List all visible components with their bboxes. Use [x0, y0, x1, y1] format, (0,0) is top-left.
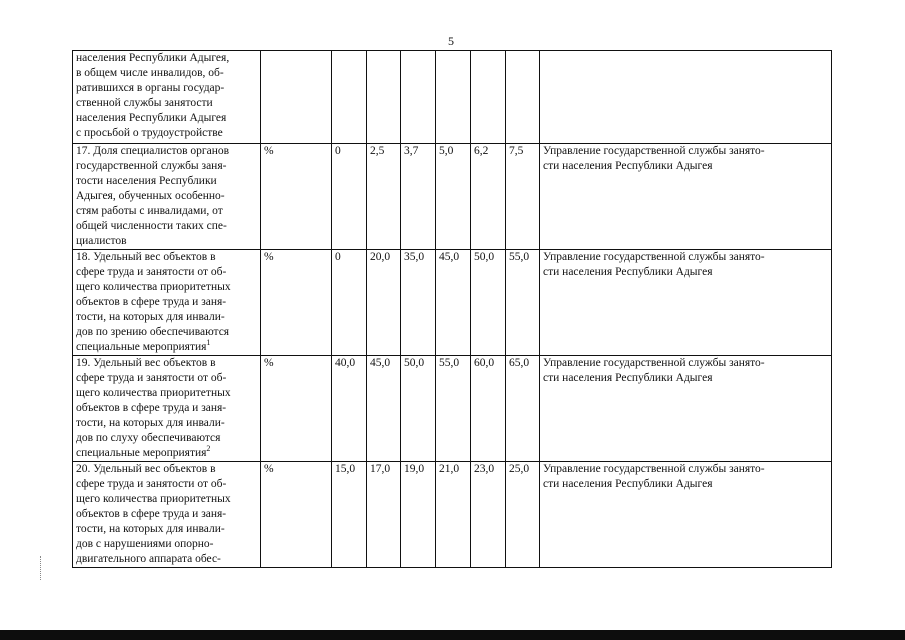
value-cell [506, 51, 540, 144]
unit-cell: % [261, 356, 332, 462]
unit-cell: % [261, 144, 332, 250]
responsible-cell: Управление государственной службы занято- сти населения Республики Адыгея [540, 356, 832, 462]
unit-cell [261, 51, 332, 144]
value-cell: 6,2 [471, 144, 506, 250]
indicator-name: 18. Удельный вес объектов в сфере труда и занятости от об- щего количества приоритетных объектов в сфере труда и заня- тости, на которых для инвали- дов по зрению обеспечиваются специальные мероприятия [76, 251, 231, 353]
table-row [73, 462, 832, 568]
value-cell: 21,0 [436, 462, 471, 568]
indicators-table [72, 50, 832, 568]
scan-bottom-edge [0, 630, 905, 640]
value-cell [471, 51, 506, 144]
value-cell: 35,0 [401, 250, 436, 356]
responsible-cell [540, 51, 832, 144]
indicator-name: населения Республики Адыгея, в общем числе инвалидов, об- ратившихся в органы государ- ственной службы занятости населения Республики Адыгея с просьбой о трудоустройстве [76, 52, 230, 139]
value-cell: 15,0 [332, 462, 367, 568]
value-cell: 20,0 [367, 250, 401, 356]
value-cell: 55,0 [436, 356, 471, 462]
value-cell: 25,0 [506, 462, 540, 568]
responsible-cell: Управление государственной службы занято- сти населения Республики Адыгея [540, 462, 832, 568]
value-cell: 19,0 [401, 462, 436, 568]
value-cell: 5,0 [436, 144, 471, 250]
value-cell [367, 51, 401, 144]
indicator-name: 20. Удельный вес объектов в сфере труда и занятости от об- щего количества приоритетных объектов в сфере труда и заня- тости, на которых для инвали- дов с нарушениями опорно- двигательного аппарата обес- [76, 463, 231, 565]
table-row [73, 51, 832, 144]
table-row [73, 250, 832, 356]
value-cell: 23,0 [471, 462, 506, 568]
responsible-cell: Управление государственной службы занято- сти населения Республики Адыгея [540, 250, 832, 356]
value-cell: 50,0 [471, 250, 506, 356]
value-cell: 2,5 [367, 144, 401, 250]
value-cell [332, 51, 367, 144]
footnote-marker: 1 [206, 338, 211, 348]
value-cell: 40,0 [332, 356, 367, 462]
indicator-name-cell [73, 144, 261, 250]
value-cell: 17,0 [367, 462, 401, 568]
scan-margin-mark [40, 556, 42, 580]
responsible-cell: Управление государственной службы занято- сти населения Республики Адыгея [540, 144, 832, 250]
indicator-name: 19. Удельный вес объектов в сфере труда и занятости от об- щего количества приоритетных объектов в сфере труда и заня- тости, на которых для инвали- дов по слуху обеспечиваются специальные мероприятия [76, 357, 231, 459]
value-cell: 55,0 [506, 250, 540, 356]
page-number: 5 [448, 34, 454, 48]
value-cell: 65,0 [506, 356, 540, 462]
unit-cell: % [261, 462, 332, 568]
value-cell: 50,0 [401, 356, 436, 462]
value-cell: 60,0 [471, 356, 506, 462]
table-row [73, 144, 832, 250]
value-cell: 7,5 [506, 144, 540, 250]
indicator-name-cell [73, 250, 261, 356]
value-cell: 0 [332, 250, 367, 356]
value-cell [401, 51, 436, 144]
value-cell [436, 51, 471, 144]
indicator-name-cell [73, 356, 261, 462]
value-cell: 0 [332, 144, 367, 250]
value-cell: 45,0 [436, 250, 471, 356]
footnote-marker: 2 [206, 444, 211, 454]
table-row [73, 356, 832, 462]
value-cell: 3,7 [401, 144, 436, 250]
indicator-name: 17. Доля специалистов органов государственной службы заня- тости населения Республики Адыгея, обученных особенно- стям работы с инвалидами, от общей численности таких спе- циалистов [76, 145, 230, 247]
unit-cell: % [261, 250, 332, 356]
value-cell: 45,0 [367, 356, 401, 462]
indicator-name-cell [73, 51, 261, 144]
indicator-name-cell [73, 462, 261, 568]
table-body [73, 51, 832, 568]
